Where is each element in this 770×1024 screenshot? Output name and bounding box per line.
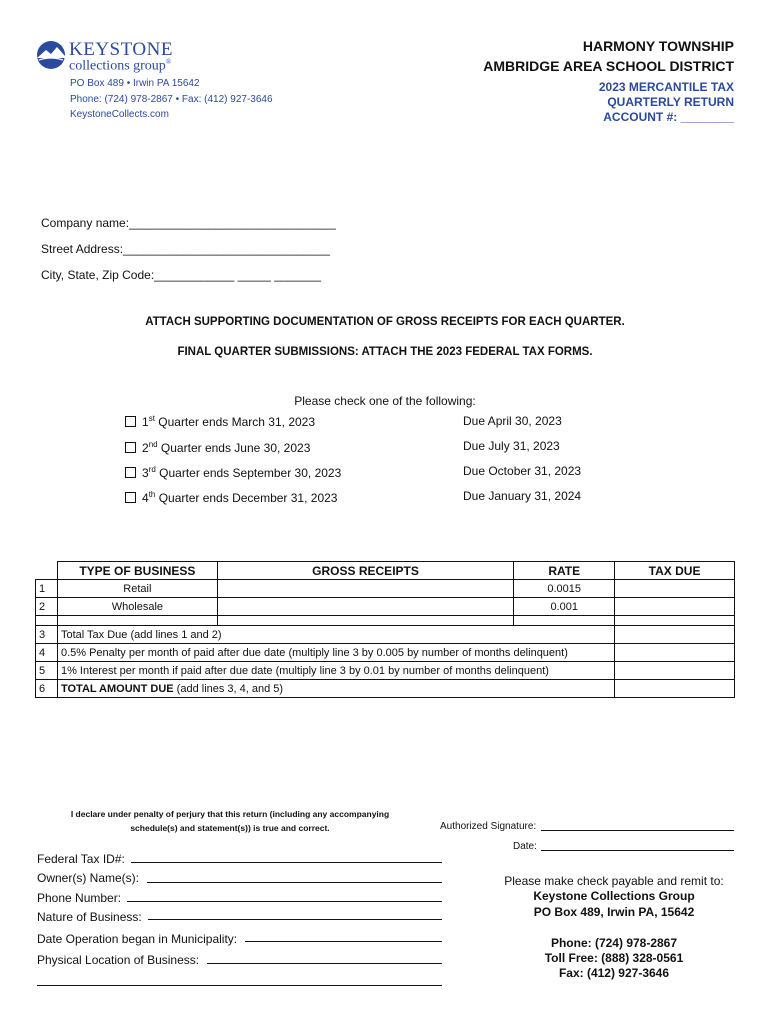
tax-due-input[interactable] bbox=[615, 580, 735, 598]
summary-amount-input[interactable] bbox=[615, 626, 735, 644]
remit-intro: Please make check payable and remit to: bbox=[504, 874, 724, 888]
notice-final-quarter: FINAL QUARTER SUBMISSIONS: ATTACH THE 2023 FEDERAL TAX FORMS. bbox=[177, 346, 593, 358]
quarter-due-4: Due January 31, 2024 bbox=[463, 489, 582, 503]
phone-number-label: Phone Number: bbox=[37, 891, 122, 905]
declaration-line-2: schedule(s) and statement(s)) is true and correct. bbox=[130, 823, 330, 833]
quarter-option-1[interactable]: 1st Quarter ends March 31, 2023 bbox=[125, 414, 315, 429]
summary-text: 1% Interest per month if paid after due date (multiply line 3 by 0.01 by number of months delinquent) bbox=[57, 662, 614, 680]
city-state-zip-field[interactable]: City, State, Zip Code:____________ _____ _______ bbox=[41, 268, 321, 282]
business-type: Wholesale bbox=[57, 598, 217, 616]
federal-tax-id-label: Federal Tax ID#: bbox=[37, 852, 125, 866]
phone-number-line[interactable] bbox=[127, 901, 442, 902]
date-operation-began-label: Date Operation began in Municipality: bbox=[37, 932, 238, 946]
row-number: 4 bbox=[36, 644, 58, 662]
row-number: 2 bbox=[36, 598, 58, 616]
gross-receipts-input[interactable] bbox=[217, 598, 514, 616]
quarter-due-2: Due July 31, 2023 bbox=[463, 439, 560, 453]
gross-receipts-table bbox=[35, 561, 735, 698]
quarter-prompt: Please check one of the following: bbox=[294, 394, 476, 408]
rate-value: 0.0015 bbox=[514, 580, 615, 598]
table-spacer-row bbox=[36, 616, 735, 626]
quarter-due-3: Due October 31, 2023 bbox=[463, 464, 582, 478]
table-row bbox=[36, 598, 735, 616]
keystone-logo bbox=[36, 38, 196, 78]
street-address-field[interactable]: Street Address:_______________________________ bbox=[41, 242, 330, 256]
company-name-field[interactable]: Company name:_______________________________ bbox=[41, 216, 336, 230]
remit-toll-free: Toll Free: (888) 328-0561 bbox=[544, 951, 684, 965]
form-title: 2023 MERCANTILE TAX bbox=[598, 80, 734, 94]
township-title: HARMONY TOWNSHIP bbox=[582, 38, 734, 54]
contact-address: PO Box 489 • Irwin PA 15642 bbox=[70, 78, 200, 89]
checkbox[interactable] bbox=[125, 416, 136, 427]
summary-row bbox=[36, 662, 735, 680]
date-operation-began-line[interactable] bbox=[245, 941, 442, 942]
row-number: 1 bbox=[36, 580, 58, 598]
nature-of-business-line[interactable] bbox=[148, 919, 442, 920]
summary-text: 0.5% Penalty per month of paid after due date (multiply line 3 by 0.005 by number of months delinquent) bbox=[57, 644, 614, 662]
remit-phone: Phone: (724) 978-2867 bbox=[550, 936, 678, 950]
remit-fax: Fax: (412) 927-3646 bbox=[558, 966, 670, 980]
signature-line[interactable] bbox=[541, 830, 734, 831]
account-number: ACCOUNT #: ________ bbox=[603, 110, 734, 124]
declaration-line-1: I declare under penalty of perjury that this return (including any accompanying bbox=[70, 809, 390, 819]
physical-location-label: Physical Location of Business: bbox=[37, 953, 200, 967]
owners-name-line[interactable] bbox=[147, 882, 442, 883]
summary-text: TOTAL AMOUNT DUE (add lines 3, 4, and 5) bbox=[57, 680, 614, 698]
checkbox[interactable] bbox=[125, 442, 136, 453]
summary-row bbox=[36, 680, 735, 698]
form-subtitle: QUARTERLY RETURN bbox=[607, 95, 734, 109]
business-type: Retail bbox=[57, 580, 217, 598]
federal-tax-id-line[interactable] bbox=[131, 862, 442, 863]
logo-name: KEYSTONE bbox=[69, 39, 173, 60]
quarter-option-4[interactable]: 4th Quarter ends December 31, 2023 bbox=[125, 490, 337, 505]
checkbox[interactable] bbox=[125, 467, 136, 478]
gross-receipts-input[interactable] bbox=[217, 580, 514, 598]
quarter-option-3[interactable]: 3rd Quarter ends September 30, 2023 bbox=[125, 465, 341, 480]
remit-name: Keystone Collections Group bbox=[533, 889, 695, 903]
remit-address: PO Box 489, Irwin PA, 15642 bbox=[533, 905, 695, 919]
rate-value: 0.001 bbox=[514, 598, 615, 616]
tax-due-input[interactable] bbox=[615, 598, 735, 616]
header-gross-receipts: GROSS RECEIPTS bbox=[217, 562, 514, 580]
summary-text: Total Tax Due (add lines 1 and 2) bbox=[57, 626, 614, 644]
summary-row bbox=[36, 644, 735, 662]
summary-amount-input[interactable] bbox=[615, 662, 735, 680]
notice-supporting-docs: ATTACH SUPPORTING DOCUMENTATION OF GROSS RECEIPTS FOR EACH QUARTER. bbox=[145, 316, 625, 328]
row-number: 5 bbox=[36, 662, 58, 680]
table-header-row bbox=[36, 562, 735, 580]
physical-location-line[interactable] bbox=[207, 963, 442, 964]
summary-row bbox=[36, 626, 735, 644]
district-title: AMBRIDGE AREA SCHOOL DISTRICT bbox=[483, 58, 734, 74]
owners-name-label: Owner(s) Name(s): bbox=[37, 871, 140, 885]
summary-amount-input[interactable] bbox=[615, 680, 735, 698]
contact-website[interactable]: KeystoneCollects.com bbox=[70, 109, 169, 120]
checkbox[interactable] bbox=[125, 492, 136, 503]
row-number: 6 bbox=[36, 680, 58, 698]
summary-amount-input[interactable] bbox=[615, 644, 735, 662]
row-number: 3 bbox=[36, 626, 58, 644]
nature-of-business-label: Nature of Business: bbox=[37, 910, 142, 924]
table-row bbox=[36, 580, 735, 598]
date-line[interactable] bbox=[541, 850, 734, 851]
authorized-signature-label: Authorized Signature: bbox=[440, 821, 537, 832]
logo-subtitle: collections group® bbox=[69, 58, 172, 74]
header-rate: RATE bbox=[514, 562, 615, 580]
contact-phone-fax: Phone: (724) 978-2867 • Fax: (412) 927-3646 bbox=[70, 94, 273, 105]
quarter-option-2[interactable]: 2nd Quarter ends June 30, 2023 bbox=[125, 440, 310, 455]
quarter-due-1: Due April 30, 2023 bbox=[463, 414, 562, 428]
mountain-sun-logo-icon bbox=[36, 40, 66, 70]
date-label: Date: bbox=[513, 841, 537, 852]
header-type-of-business: TYPE OF BUSINESS bbox=[57, 562, 217, 580]
header-tax-due: TAX DUE bbox=[615, 562, 735, 580]
physical-location-line-2[interactable] bbox=[37, 985, 442, 986]
